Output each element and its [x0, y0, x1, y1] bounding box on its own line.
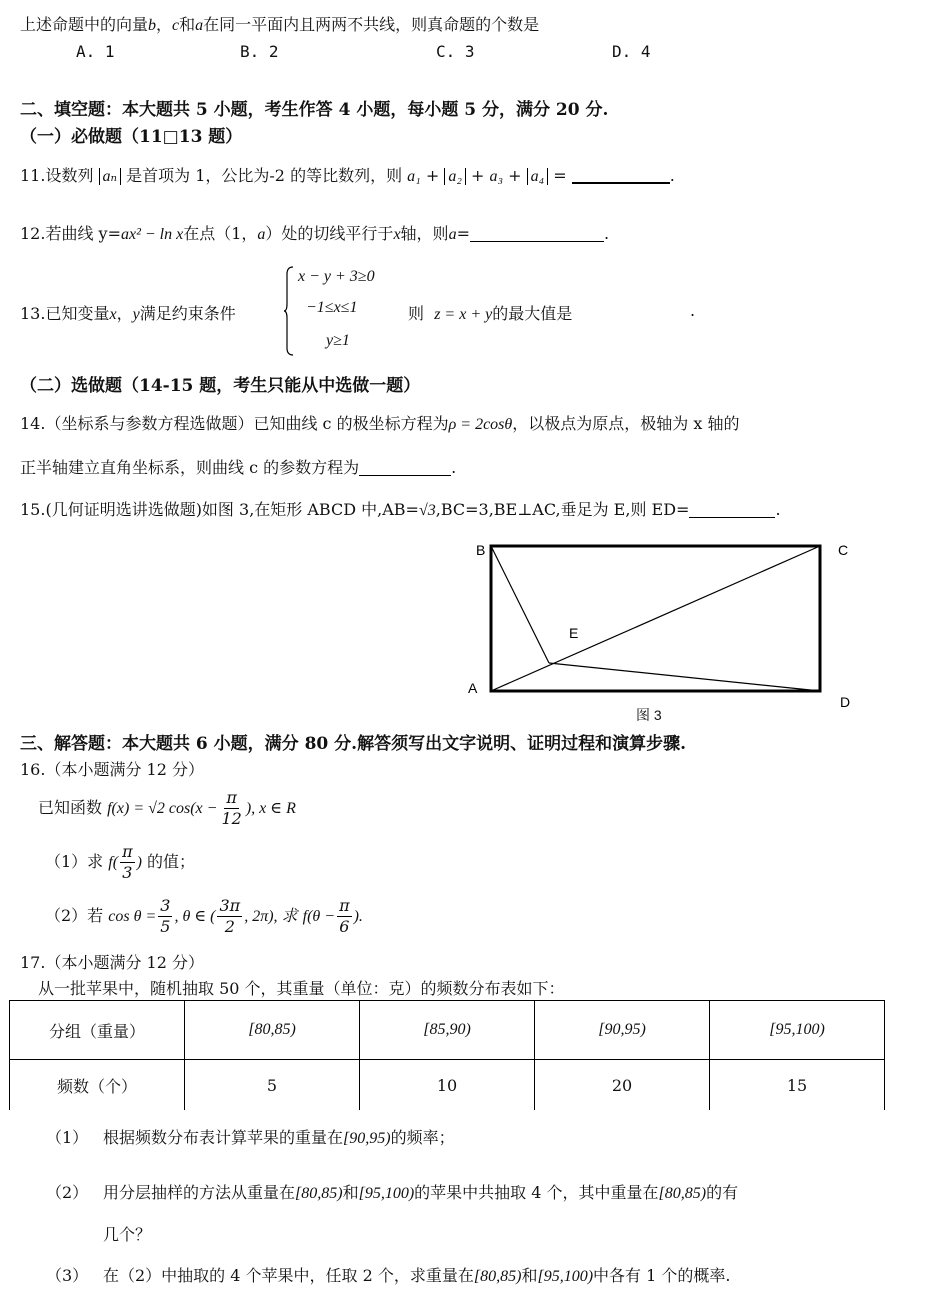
section2-part2: （二）选做题（14-15 题，考生只能从中选做一题） — [20, 376, 421, 396]
q17-part3-num: （3） — [46, 1266, 89, 1285]
q17-part2: 用分层抽样的方法从重量在[80,85)和[95,100)的苹果中共抽取 4 个，其中重量在[80,85)的有 — [103, 1183, 739, 1202]
label-a: A — [468, 680, 478, 696]
q13-end-dot: . — [690, 301, 696, 320]
section3-title: 三、解答题：本大题共 6 小题，满分 80 分.解答须写出文字说明、证明过程和演算步骤. — [20, 734, 686, 754]
q17-head: 17.（本小题满分 12 分） — [20, 953, 204, 972]
q14-line1: 14.（坐标系与参数方程选做题）已知曲线 c 的极坐标方程为ρ = 2cosθ，以极点为原点，极轴为 x 轴的 — [20, 414, 740, 433]
q14-line2: 正半轴建立直角坐标系，则曲线 c 的参数方程为 . — [20, 458, 457, 477]
q16-part1: （1）求 f( $\frac{\pi}{3}$ ) 的值； — [45, 842, 196, 882]
q13-constraint-3: y≥1 — [326, 332, 350, 349]
q17-part2-num: （2） — [46, 1183, 89, 1202]
table-cell: 15 — [710, 1060, 885, 1111]
q11-answer-blank[interactable] — [572, 166, 670, 184]
table-cell: 分组（重量） — [10, 1001, 185, 1060]
q16-given: 已知函数 f(x) = √2 cos(x − $\frac{\pi}{12}$ ), x ∈ R — [38, 788, 296, 828]
table-cell: 5 — [185, 1060, 360, 1111]
q11: 11.设数列 aₙ 是首项为 1，公比为-2 的等比数列，则 a₁ + a₂ + a₃ + a₄ = . — [20, 166, 675, 185]
figure-3 — [460, 535, 880, 725]
q10-option-d: D. 4 — [612, 42, 651, 61]
diagonal-ac — [491, 546, 820, 691]
table-cell: 20 — [535, 1060, 710, 1111]
q13-constraint-1: x − y + 3≥0 — [298, 268, 375, 285]
q10-option-b: B. 2 — [240, 42, 279, 61]
q12-answer-blank[interactable] — [470, 225, 604, 242]
q10-option-a: A. 1 — [76, 42, 115, 61]
table-row — [10, 1060, 885, 1111]
q13-prefix: 13.已知变量x，y满足约束条件 — [20, 304, 236, 323]
table-cell: [95,100) — [710, 1001, 885, 1060]
q12: 12.若曲线 y=ax² − ln x在点（1，a）处的切线平行于x轴，则a= . — [20, 224, 610, 243]
label-b: B — [476, 542, 486, 558]
q13-constraint-2: −1≤x≤1 — [306, 299, 358, 316]
label-e: E — [569, 625, 579, 641]
q15-answer-blank[interactable] — [689, 501, 775, 518]
q14-answer-blank[interactable] — [359, 459, 451, 476]
table-cell: 10 — [360, 1060, 535, 1111]
q17-part3: 在（2）中抽取的 4 个苹果中，任取 2 个，求重量在[80,85)和[95,100)中各有 1 个的概率. — [103, 1266, 731, 1285]
q13-brace — [284, 266, 294, 356]
q17-part1-num: （1） — [46, 1128, 89, 1147]
q17-part2-line2: 几个？ — [103, 1225, 152, 1244]
q13-objective: 则 z = x + y的最大值是 — [408, 304, 573, 323]
q10-option-c: C. 3 — [436, 42, 475, 61]
table-header-row — [10, 1001, 885, 1060]
q16-part2: （2）若 cos θ = $\frac{3}{5}$ , θ ∈ ( $\frac{3\pi}{2}$ , 2π), 求 f(θ − $\frac{\pi}{6}$ ). — [45, 896, 363, 936]
q10-stem: 上述命题中的向量b，c和a在同一平面内且两两不共线，则真命题的个数是 — [20, 15, 540, 34]
segment-ed — [549, 663, 820, 691]
figure-caption: 图 3 — [636, 707, 662, 723]
section2-title: 二、填空题：本大题共 5 小题，考生作答 4 小题，每小题 5 分，满分 20 分. — [20, 100, 609, 120]
table-cell: [80,85) — [185, 1001, 360, 1060]
label-c: C — [838, 542, 849, 558]
q17-part1: 根据频数分布表计算苹果的重量在[90,95)的频率； — [103, 1128, 455, 1147]
label-d: D — [840, 694, 851, 710]
q17-intro: 从一批苹果中，随机抽取 50 个，其重量（单位：克）的频数分布表如下： — [38, 979, 565, 998]
q15: 15.(几何证明选讲选做题)如图 3,在矩形 ABCD 中,AB=√3,BC=3,BE⊥AC,垂足为 E,则 ED= . — [20, 500, 781, 519]
segment-be — [491, 546, 549, 663]
table-cell: [85,90) — [360, 1001, 535, 1060]
table-cell: 频数（个） — [10, 1060, 185, 1111]
table-cell: [90,95) — [535, 1001, 710, 1060]
section2-part1: （一）必做题（11□13 题） — [20, 127, 243, 147]
frequency-table — [9, 1000, 885, 1110]
q16-head: 16.（本小题满分 12 分） — [20, 760, 204, 779]
